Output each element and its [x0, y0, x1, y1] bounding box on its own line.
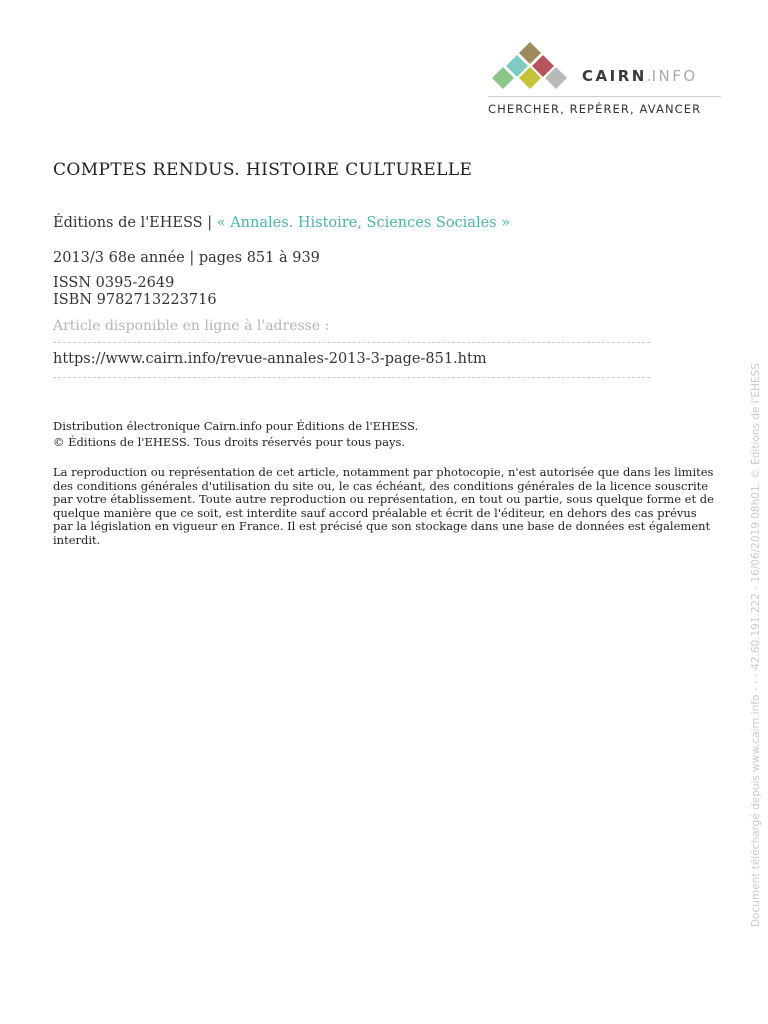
- journal-link[interactable]: « Annales. Histoire, Sciences Sociales »: [216, 215, 511, 231]
- cairn-diamonds-icon: [488, 40, 572, 90]
- article-title: COMPTES RENDUS. HISTOIRE CULTURELLE: [53, 160, 473, 180]
- brand-name: CAIRN.INFO: [582, 67, 698, 85]
- cairn-logo[interactable]: [488, 40, 722, 120]
- dashed-divider: [53, 377, 650, 378]
- issn: ISSN 0395-2649: [53, 275, 175, 291]
- article-meta: [53, 250, 320, 309]
- distribution-line: Distribution électronique Cairn.info pour Éditions de l'EHESS.: [53, 419, 419, 433]
- issue-info: 2013/3 68e année | pages 851 à 939: [53, 250, 320, 266]
- distribution-notice: [53, 418, 418, 450]
- isbn: ISBN 9782713223716: [53, 292, 217, 308]
- copyright-line: © Éditions de l'EHESS. Tous droits réservés pour tous pays.: [53, 435, 406, 449]
- legal-notice: La reproduction ou représentation de cet article, notamment par photocopie, n'est autorisée que dans les limites des conditions générales d'utilisation du site ou, le cas échéant, des conditions générales de la licence souscrite par votre établissement. Toute autre reproduction ou représentation, en tout ou partie, sous quelque forme et de quelque manière que ce soit, est interdite sauf accord préalable et écrit de l'éditeur, en dehors des cas prévus par la législation en vigueur en France. Il est précisé que son stockage dans une base de données est également interdit.: [53, 465, 714, 547]
- dashed-divider: [53, 342, 650, 343]
- publisher-line: [53, 215, 510, 231]
- publisher-name: Éditions de l'EHESS: [53, 215, 203, 231]
- separator: |: [202, 215, 217, 231]
- article-url-link[interactable]: https://www.cairn.info/revue-annales-2013-3-page-851.htm: [53, 351, 487, 367]
- availability-label: Article disponible en ligne à l'adresse :: [53, 318, 330, 334]
- tagline: CHERCHER, REPÉRER, AVANCER: [488, 102, 702, 116]
- logo-divider: [488, 96, 721, 97]
